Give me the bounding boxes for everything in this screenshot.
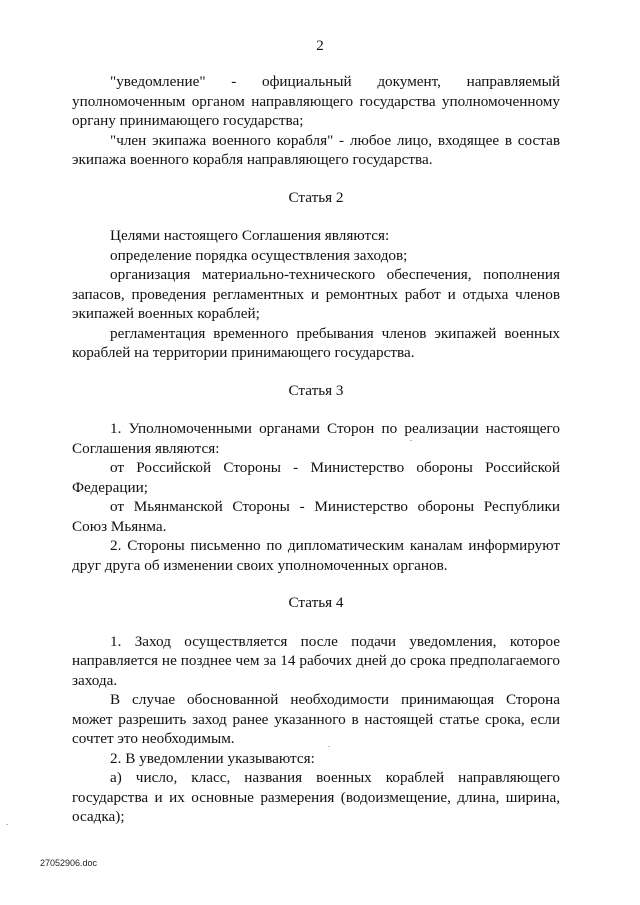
article-3-paragraph: 2. Стороны письменно по дипломатическим каналам информируют друг друга об изменении своих уполномоченных органов.	[72, 537, 560, 574]
definition-notification: "уведомление" - официальный документ, направляемый уполномоченным органом направляющего государства уполномоченному органу принимающего государства;	[72, 73, 564, 129]
article-4-paragraph: а) число, класс, названия военных кораблей направляющего государства и их основные размерения (водоизмещение, длина, ширина, осадка);	[72, 769, 560, 825]
file-name-footer: 27052906.doc	[40, 858, 98, 868]
scan-speck	[328, 746, 330, 747]
definition-crew-member: "член экипажа военного корабля" - любое лицо, входящее в состав экипажа военного корабля направляющего государства.	[72, 131, 560, 168]
article-4-paragraph: В случае обоснованной необходимости принимающая Сторона может разрешить заход ранее указанного в настоящей статье срока, если сочтет это необходимым.	[72, 691, 560, 747]
scan-speck	[6, 824, 8, 825]
article-2-paragraph: организация материально-технического обеспечения, пополнения запасов, проведения регламентных и ремонтных работ и отдыха членов экипажей военных кораблей;	[72, 266, 560, 322]
page-number: 2	[316, 38, 324, 54]
article-3-paragraph: от Мьянманской Стороны - Министерство обороны Республики Союз Мьянма.	[72, 498, 560, 535]
article-2-paragraph: определение порядка осуществления заходов;	[110, 246, 408, 264]
article-3-heading: Статья 3	[288, 381, 344, 399]
article-3-paragraph: от Российской Стороны - Министерство обороны Российской Федерации;	[72, 459, 560, 496]
article-2-paragraph: Целями настоящего Соглашения являются:	[110, 227, 390, 244]
article-2-heading: Статья 2	[288, 188, 344, 206]
article-4-paragraph: 1. Заход осуществляется после подачи уведомления, которое направляется не позднее чем за 14 рабочих дней до срока предполагаемого захода.	[72, 632, 560, 689]
article-4-heading: Статья 4	[288, 594, 344, 611]
article-3-paragraph: 1. Уполномоченными органами Сторон по реализации настоящего Соглашения являются:	[72, 420, 560, 457]
scan-speck	[410, 440, 412, 441]
document-body	[72, 72, 564, 827]
article-2-paragraph: регламентация временного пребывания членов экипажей военных кораблей на территории принимающего государства.	[72, 324, 560, 361]
article-4-paragraph: 2. В уведомлении указываются:	[110, 749, 315, 767]
